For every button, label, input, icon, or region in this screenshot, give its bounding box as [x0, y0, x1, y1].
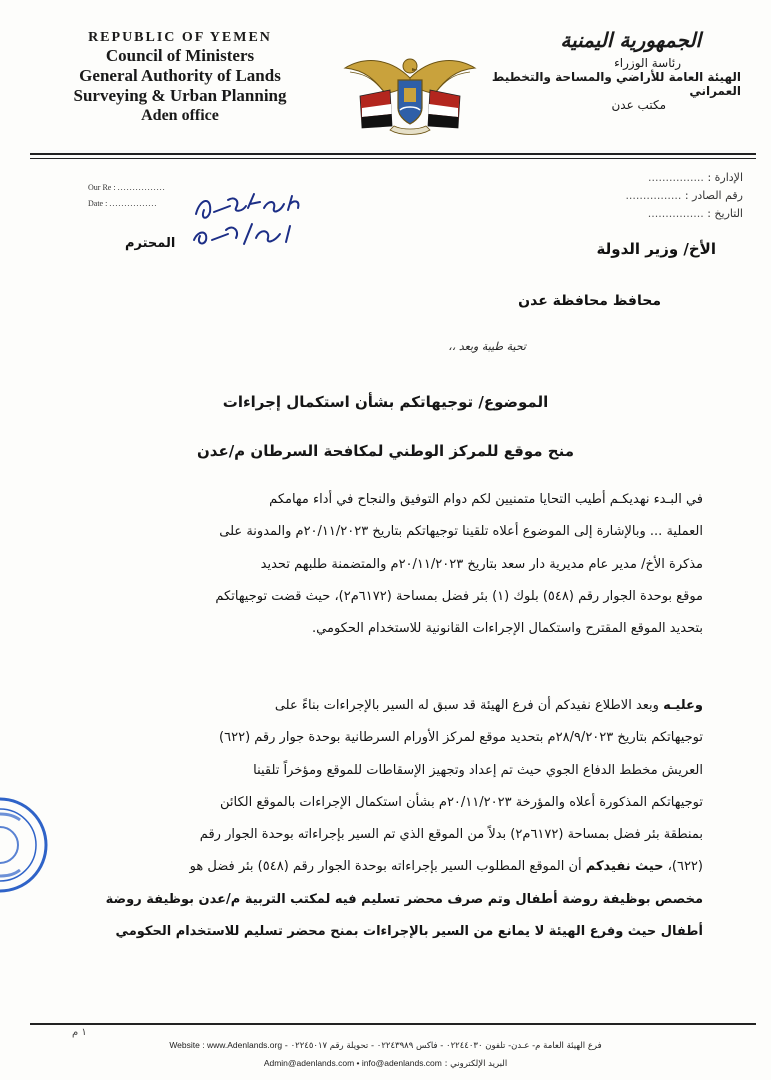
body-line: بتحديد الموقع المقترح واستكمال الإجراءات القانونية للاستخدام الحكومي.: [312, 621, 703, 637]
handwritten-reference-signature: [190, 186, 310, 256]
body-paragraph-2: [93, 690, 703, 948]
header-en-line4: Surveying & Urban Planning: [73, 86, 287, 105]
ar-ref-number-label: رقم الصادر :: [684, 189, 743, 202]
header-ar-line4: مكتب عدن: [611, 98, 666, 112]
addressee-title: الأخ/ وزير الدولة: [596, 240, 716, 258]
footer-phone-fax: فرع الهيئة العامة م- عـدن- تلفون ٠٢٢٤٤٠٣٠ - فاكس ٠٢٢٤٣٩٨٩ - تحويلة رقم ٠٢٢٤٥٠١٧ -: [284, 1041, 602, 1051]
ref-number-label: Our Re :: [88, 183, 116, 192]
ar-date-label: التاريخ :: [707, 207, 743, 220]
header-ar-line1: الجمهورية اليمنية: [560, 28, 701, 52]
official-stamp-icon: [0, 790, 50, 900]
emphasis-text: حيث نفيدكم: [585, 859, 664, 875]
footer-email-addresses[interactable]: Admin@adenlands.com • info@adenlands.com: [263, 1058, 442, 1068]
footer-website[interactable]: Website : www.Adenlands.org: [169, 1040, 283, 1050]
reference-english: [88, 180, 166, 212]
ar-department-label: الإدارة :: [707, 171, 743, 184]
header-english: [60, 30, 300, 125]
yemen-emblem-icon: [340, 48, 480, 138]
subject-line-1: الموضوع/ توجيهاتكم بشأن استكمال إجراءات: [222, 393, 549, 411]
body-line: العريش مخطط الدفاع الجوي حيث تم إعداد وتجهيز الإسقاطات للموقع ومؤخراً تلقينا: [253, 762, 703, 778]
body-line-text: وبعد الاطلاع نفيدكم أن فرع الهيئة قد سبق له السير بالإجراءات بناءً على: [274, 698, 664, 713]
ref-date-dots: ................: [109, 199, 158, 208]
header-arabic: [481, 28, 741, 112]
header-ar-line3: الهيئة العامة للأراضي والمساحة والتخطيط العمراني: [491, 70, 741, 98]
body-line-text: أن الموقع المطلوب السير بإجراءاته بوحدة الجوار رقم (٥٤٨) بئر فضل هو: [189, 859, 586, 875]
body-line: توجيهاتكم بتاريخ ٢٨/٩/٢٠٢٣م بتحديد موقع لمركز الأورام السرطانية بوحدة جوار رقم (٦٢٢): [219, 730, 703, 746]
body-line-text: (٦٢٢)،: [663, 859, 703, 875]
footer-contact-line: [0, 1040, 771, 1051]
subject-line-2: منح موقع للمركز الوطني لمكافحة السرطان م/عدن: [196, 442, 574, 460]
body-line: [93, 851, 703, 883]
header-ar-line2: رئاسة الوزراء: [614, 56, 681, 70]
body-line: العملية ... وبالإشارة إلى الموضوع أعلاه تلقينا توجيهاتكم بتاريخ ٢٠/١١/٢٠٢٣م والمدونة على: [219, 524, 703, 540]
footer-divider: [30, 1023, 756, 1025]
header-en-line5: Aden office: [141, 107, 219, 124]
body-paragraph-1: [93, 484, 703, 645]
header-divider-thin: [30, 158, 756, 159]
body-line: في البـدء نهديكـم أطيب التحايا متمنيين لكم دوام التوفيق والنجاح في أداء مهامكم: [269, 492, 703, 507]
header-divider: [30, 153, 756, 155]
ref-number-dots: ................: [117, 183, 166, 192]
body-line-bold: أطفال حيث وفرع الهيئة لا يمانع من السير بالإجراءات بمنح محضر تسليم للاستخدام الحكومي: [115, 924, 703, 940]
paragraph-lead-word: وعليـه: [663, 698, 703, 713]
body-line: مذكرة الأخ/ مدير عام مديرية دار سعد بتاريخ ٢٠/١١/٢٠٢٣م والمتضمنة طلبهم تحديد: [260, 556, 703, 572]
body-line: موقع بوحدة الجوار رقم (٥٤٨) بلوك (١) بئر فضل بمساحة (٦١٧٢م٢)، حيث قضت توجيهاتكم: [215, 588, 703, 604]
header-en-line2: Council of Ministers: [105, 46, 255, 65]
body-line-bold: مخصص بوظيفة روضة أطفال وتم صرف محضر تسليم فيه لمكتب التربية م/عدن بوظيفة روضة: [105, 891, 703, 907]
footer-email-label: البريد الإلكتروني :: [444, 1059, 508, 1069]
body-line: توجيهاتكم المذكورة أعلاه والمؤرخة ٢٠/١١/٢٠٢٣م بشأن استكمال الإجراءات بالموقع الكائن: [220, 794, 703, 810]
addressee-governor: محافظ محافظة عدن: [518, 293, 661, 309]
body-line: بمنطقة بئر فضل بمساحة (٦١٧٢م٢) بدلاً من الموقع الذي تم السير بإجراءاته بوحدة الجوار رقم: [199, 827, 703, 843]
greeting: تحية طيبة وبعد ،،: [448, 340, 526, 353]
ar-department-dots: ................: [647, 171, 704, 184]
body-line: [93, 690, 703, 722]
ref-date-label: Date :: [88, 199, 108, 208]
addressee-honorific: المحترم: [125, 236, 176, 251]
page-marker: ١ م: [72, 1027, 87, 1038]
ar-date-dots: ................: [647, 207, 704, 220]
ar-ref-number-dots: ................: [625, 189, 682, 202]
reference-arabic: [623, 169, 743, 223]
header-en-line1: REPUBLIC OF YEMEN: [88, 30, 272, 45]
footer-email-line: [0, 1058, 771, 1069]
header-en-line3: General Authority of Lands: [79, 66, 281, 85]
